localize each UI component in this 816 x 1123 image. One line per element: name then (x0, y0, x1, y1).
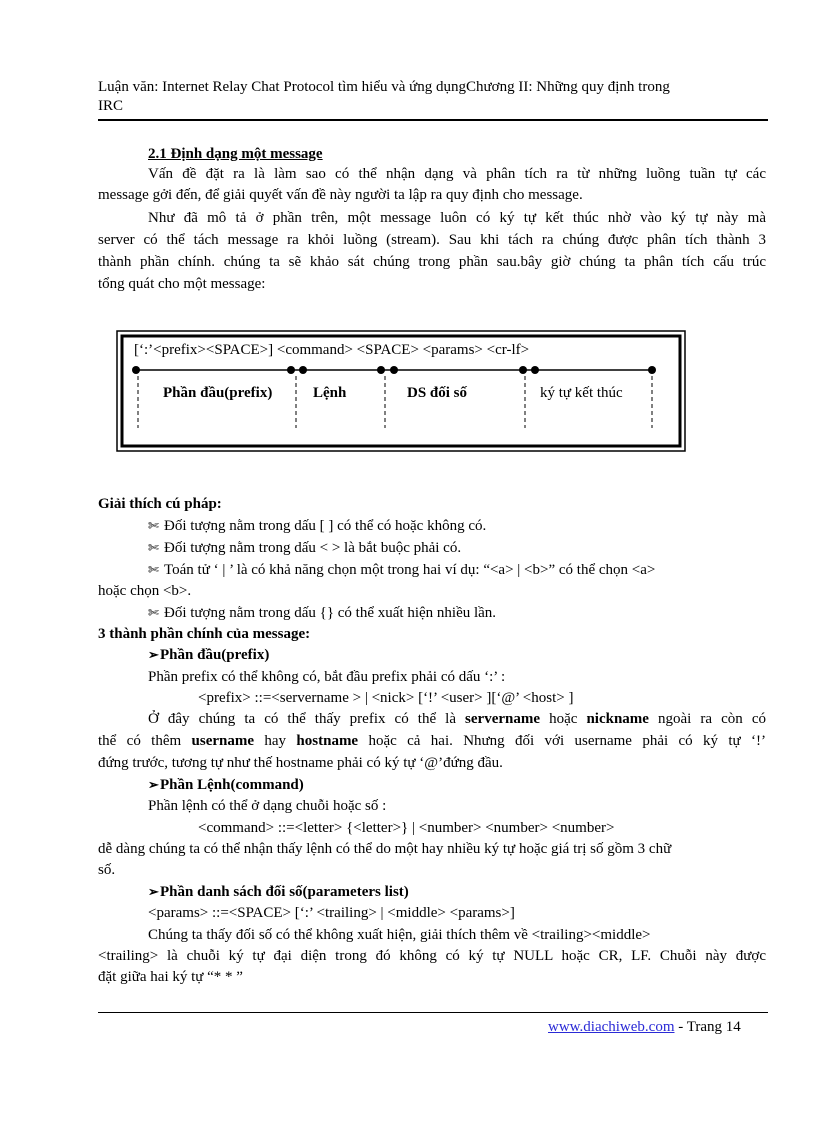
diagram-label-crlf: ký tự kết thúc (540, 385, 623, 401)
prefix-title: ➢Phần đầu(prefix) (148, 647, 270, 663)
command-line-1: Phần lệnh có thể ở dạng chuỗi hoặc số : (148, 798, 387, 814)
command-line-2: dễ dàng chúng ta có thể nhận thấy lệnh có thể do một hay nhiều ký tự hoặc giá trị số gồm 3 chữ (98, 841, 672, 857)
prefix-line-2: Ở đây chúng ta có thể thấy prefix có thể là servername hoặc nickname ngoài ra còn có (148, 711, 766, 727)
page-number: - Trang 14 (674, 1019, 741, 1035)
header-rule (98, 119, 768, 121)
paragraph-2-line-4: tổng quát cho một message: (98, 276, 266, 292)
arrow-bullet-icon: ➢ (148, 777, 159, 792)
params-line-1: Chúng ta thấy đối số có thể không xuất hiện, giải thích thêm về <trailing><middle> (148, 927, 651, 943)
diagram-syntax: [‘:’<prefix><SPACE>] <command> <SPACE> <params> <cr-lf> (134, 342, 530, 358)
timeline-dot (519, 366, 527, 374)
section-heading: 2.1 Định dạng một message (148, 146, 323, 162)
params-grammar: <params> ::=<SPACE> [‘:’ <trailing> | <middle> <params>] (148, 905, 515, 921)
header-line-2: IRC (98, 98, 124, 114)
message-format-diagram (116, 330, 688, 454)
footer-link[interactable]: www.diachiweb.com (548, 1019, 675, 1035)
scissors-icon: ✄ (148, 605, 159, 620)
timeline-dot (531, 366, 539, 374)
prefix-line-1: Phần prefix có thể không có, bắt đầu prefix phải có dấu ‘:’ : (148, 669, 506, 685)
paragraph-2-line-1: Như đã mô tả ở phần trên, một message luôn có ký tự kết thúc nhờ vào ký tự này mà (148, 210, 766, 226)
page-footer (548, 1017, 741, 1037)
prefix-line-3: thể có thêm username hay hostname hoặc cả hai. Nhưng đối với username phải có ký tự ‘!’ (98, 733, 766, 749)
explain-bullet-4: ✄ Đối tượng nằm trong dấu {} có thể xuất hiện nhiều lần. (148, 605, 497, 621)
arrow-bullet-icon: ➢ (148, 884, 159, 899)
running-header (98, 78, 670, 116)
timeline-dot (287, 366, 295, 374)
params-title: ➢Phần danh sách đối số(parameters list) (148, 884, 409, 900)
timeline-dot (390, 366, 398, 374)
components-heading: 3 thành phần chính của message: (98, 626, 311, 642)
timeline-dot (377, 366, 385, 374)
explain-bullet-3: ✄ Toán tử ‘ | ’ là có khả năng chọn một trong hai ví dụ: “<a> | <b>” có thể chọn <a> (148, 562, 656, 578)
explain-heading: Giải thích cú pháp: (98, 496, 222, 512)
prefix-line-4: đứng trước, tương tự như thế hostname phải có ký tự ‘@’đứng đầu. (98, 755, 503, 771)
prefix-grammar: <prefix> ::=<servername > | <nick> [‘!’ <user> ][‘@’ <host> ] (198, 690, 574, 706)
explain-bullet-1: ✄ Đối tượng nằm trong dấu [ ] có thể có hoặc không có. (148, 518, 487, 534)
command-line-3: số. (98, 862, 116, 878)
paragraph-1-line-2: message gởi đến, để giải quyết vấn đề này người ta lập ra quy định cho message. (98, 187, 583, 203)
command-title: ➢Phần Lệnh(command) (148, 777, 304, 793)
command-grammar: <command> ::=<letter> {<letter>} | <number> <number> <number> (198, 820, 615, 836)
diagram-label-prefix: Phần đầu(prefix) (163, 385, 273, 401)
explain-bullet-2: ✄ Đối tượng nằm trong dấu < > là bắt buộc phải có. (148, 540, 462, 556)
header-line-1: Luận văn: Internet Relay Chat Protocol tìm hiểu và ứng dụngChương II: Những quy định trong (98, 79, 670, 95)
diagram-label-params: DS đối số (407, 385, 468, 401)
paragraph-1-line-1: Vấn đề đặt ra là làm sao có thể nhận dạng và phân tích ra từ những luồng tuần tự các (148, 166, 766, 182)
timeline-dot (132, 366, 140, 374)
timeline-dot (648, 366, 656, 374)
explain-bullet-3-cont: hoặc chọn <b>. (98, 583, 192, 599)
timeline-dot (299, 366, 307, 374)
scissors-icon: ✄ (148, 562, 159, 577)
params-line-3: đặt giữa hai ký tự “* * ” (98, 969, 243, 985)
scissors-icon: ✄ (148, 518, 159, 533)
paragraph-2-line-2: server có thể tách message ra khỏi luồng (stream). Sau khi tách ra chúng được phân tích thành 3 (98, 232, 766, 248)
diagram-label-command: Lệnh (313, 385, 347, 401)
footer-rule (98, 1012, 768, 1013)
arrow-bullet-icon: ➢ (148, 647, 159, 662)
params-line-2: <trailing> là chuỗi ký tự đại diện trong đó không có ký tự NULL hoặc CR, LF. Chuỗi này được (98, 948, 766, 964)
scissors-icon: ✄ (148, 540, 159, 555)
paragraph-2-line-3: thành phần chính. chúng ta sẽ khảo sát chúng trong phần sau.bây giờ chúng ta phân tích cấu trúc (98, 254, 766, 270)
